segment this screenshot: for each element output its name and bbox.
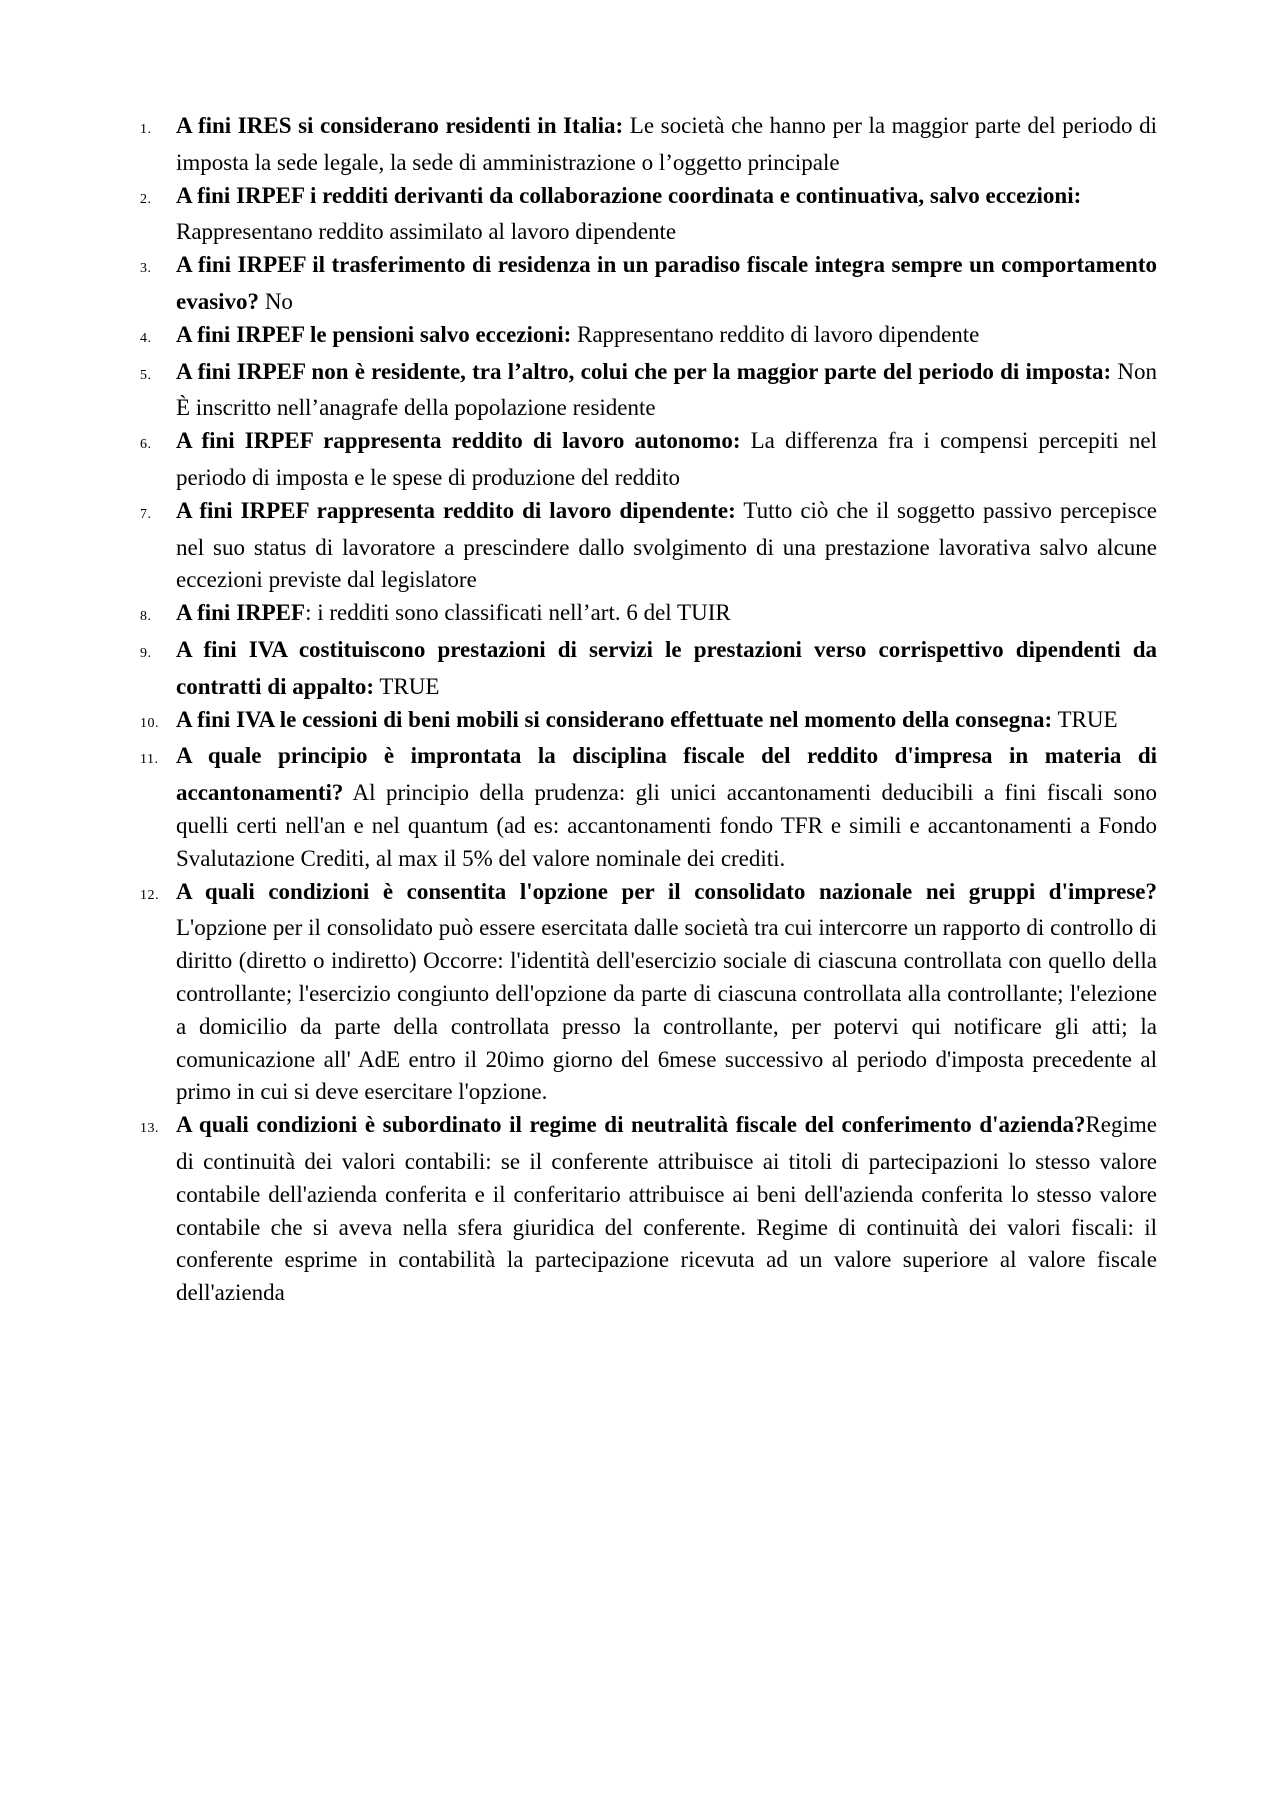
answer-text: Rappresentano reddito assimilato al lavoro dipendente xyxy=(176,219,677,245)
answer-text: L'opzione per il consolidato può essere esercitata dalle società tra cui intercorre un rapporto di controllo di diritto (diretto o indiretto) Occorre: l'identità dell'esercizio sociale di ciascuna controllata con quello della controllante; l'esercizio congiunto dell'opzione da parte di ciascuna controllata alla controllante; l'elezione a domicilio da parte della controllata presso la controllante, per potervi qui notificare gli atti; la comunicazione all' AdE entro il 20imo giorno del 6mese successivo al periodo d'imposta precedente al primo in cui si deve esercitare l'opzione. xyxy=(176,915,1157,1105)
list-item xyxy=(140,704,1157,741)
list-item xyxy=(140,1109,1157,1310)
item-number: 2. xyxy=(140,191,152,207)
answer-text: Non È inscritto nell’anagrafe della popolazione residente xyxy=(176,358,1157,421)
question-text: A fini IVA le cessioni di beni mobili si considerano effettuate nel momento della consegna: xyxy=(176,706,1053,732)
question-text: A fini IRPEF non è residente, tra l’altro, colui che per la maggior parte del periodo di imposta: xyxy=(176,358,1112,384)
question-text: A quale principio è improntata la disciplina fiscale del reddito d'impresa in materia di accantonamenti? xyxy=(176,743,1157,806)
item-number: 11. xyxy=(140,752,159,768)
list-item xyxy=(140,740,1157,875)
question-text: A fini IRPEF rappresenta reddito di lavoro autonomo: xyxy=(176,428,741,454)
list-item xyxy=(140,634,1157,704)
answer-text: : i redditi sono classificati nell’art. 6 del TUIR xyxy=(305,600,731,626)
item-number: 3. xyxy=(140,261,152,277)
answer-text: Rappresentano reddito di lavoro dipendente xyxy=(571,321,980,347)
question-text: A fini IRPEF il trasferimento di residenza in un paradiso fiscale integra sempre un comportamento evasivo? xyxy=(176,252,1157,314)
item-number: 8. xyxy=(140,609,152,625)
document-body xyxy=(140,110,1157,1310)
item-number: 7. xyxy=(140,506,152,522)
item-number: 13. xyxy=(140,1121,159,1137)
item-number: 12. xyxy=(140,887,159,903)
answer-text: TRUE xyxy=(374,673,440,699)
item-number: 1. xyxy=(140,122,152,137)
answer-text: Regime di continuità dei valori contabili: se il conferente attribuisce ai titoli di partecipazioni lo stesso valore contabile dell'azienda conferita e il conferitario attribuisce ai beni dell'azienda conferita lo stesso valore contabile che si aveva nella sfera giuridica del conferente. Regime di continuità dei valori fiscali: il conferente esprime in contabilità la partecipazione ricevuta ad un valore superiore al valore fiscale dell'azienda xyxy=(176,1112,1157,1306)
question-text: A fini IRES si considerano residenti in Italia: xyxy=(176,113,624,138)
answer-text: TRUE xyxy=(1052,706,1118,732)
list-item xyxy=(140,319,1157,356)
question-text: A fini IRPEF le pensioni salvo eccezioni: xyxy=(176,321,572,347)
answer-text: Al principio della prudenza: gli unici accantonamenti deducibili a fini fiscali sono quelli certi nell'an e nel quantum (ad es: accantonamenti fondo TFR e simili e accantonamenti a Fondo Svalutazione Crediti, al max il 5% del valore nominale dei crediti. xyxy=(176,780,1157,871)
question-text: A fini IVA costituiscono prestazioni di servizi le prestazioni verso corrispettivo dipendenti da contratti di appalto: xyxy=(176,636,1157,699)
list-item xyxy=(140,249,1157,319)
list-item xyxy=(140,876,1157,1110)
item-number: 6. xyxy=(140,437,152,453)
list-item xyxy=(140,597,1157,634)
question-text: A quali condizioni è subordinato il regime di neutralità fiscale del conferimento d'azienda? xyxy=(176,1112,1086,1138)
answer-text: Le società che hanno per la maggior parte del periodo di imposta la sede legale, la sede di amministrazione o l’oggetto principale xyxy=(176,113,1157,175)
question-text: A fini IRPEF i redditi derivanti da collaborazione coordinata e continuativa, salvo eccezioni: xyxy=(176,182,1082,208)
answer-text: Tutto ciò che il soggetto passivo percepisce nel suo status di lavoratore a prescindere dallo svolgimento di una prestazione lavorativa salvo alcune eccezioni previste dal legislatore xyxy=(176,497,1157,593)
item-number: 4. xyxy=(140,330,152,346)
question-text: A fini IRPEF rappresenta reddito di lavoro dipendente: xyxy=(176,497,736,523)
qa-list xyxy=(140,110,1157,1310)
list-item xyxy=(140,110,1157,180)
item-number: 10. xyxy=(140,715,159,731)
list-item xyxy=(140,425,1157,495)
list-item xyxy=(140,356,1157,426)
question-text: A fini IRPEF xyxy=(176,600,306,626)
item-number: 9. xyxy=(140,645,152,661)
question-text: A quali condizioni è consentita l'opzione per il consolidato nazionale nei gruppi d'imprese? xyxy=(176,878,1157,904)
answer-text: No xyxy=(259,288,293,314)
list-item xyxy=(140,495,1157,597)
answer-text: La differenza fra i compensi percepiti nel periodo di imposta e le spese di produzione del reddito xyxy=(176,428,1157,490)
list-item xyxy=(140,180,1157,250)
item-number: 5. xyxy=(140,367,152,383)
